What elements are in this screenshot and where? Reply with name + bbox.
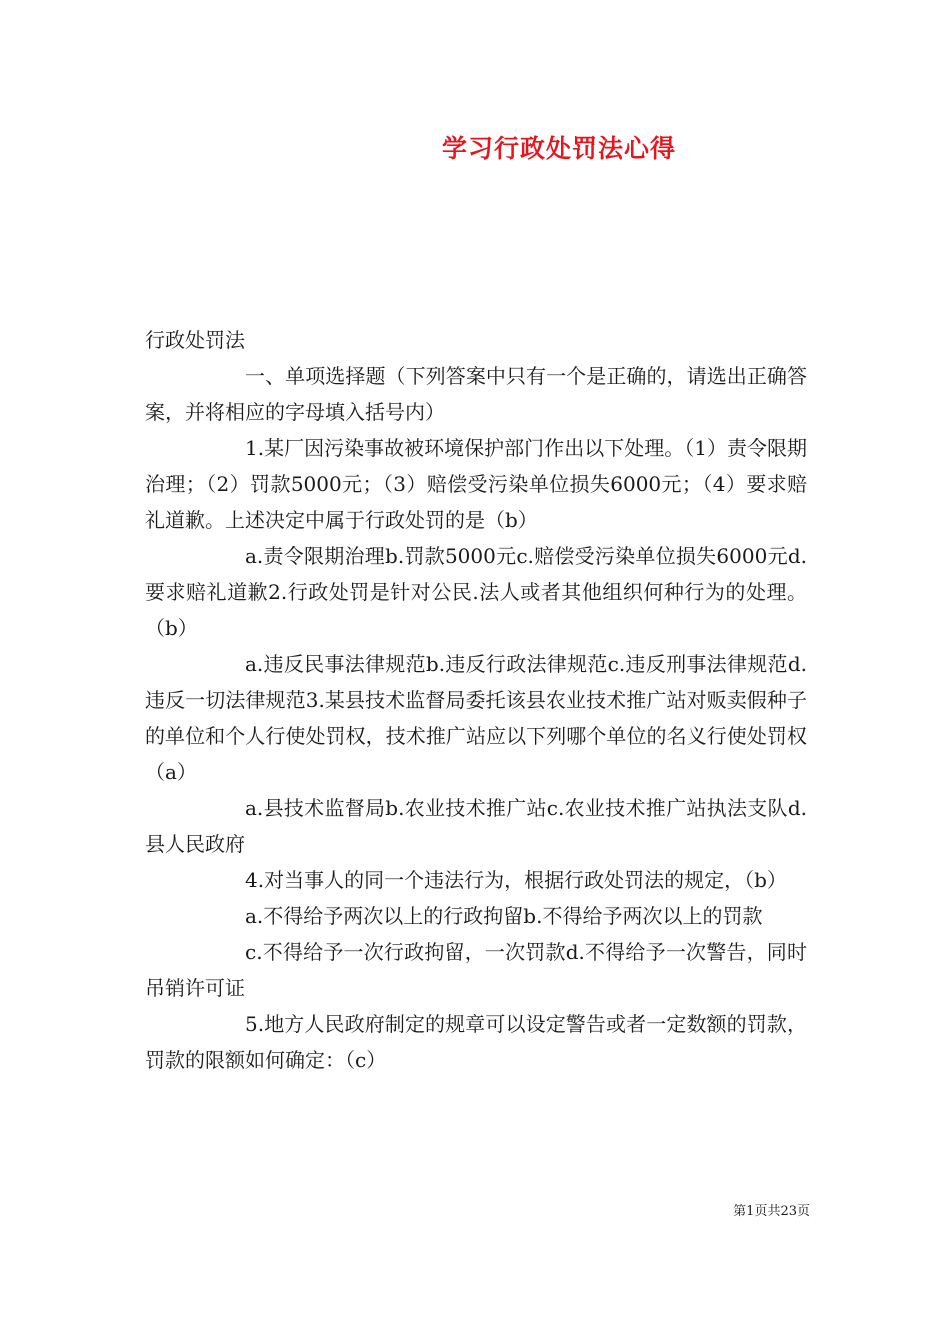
paragraph-options-4a: a.不得给予两次以上的行政拘留b.不得给予两次以上的罚款: [245, 904, 763, 928]
paragraph-question-5: 5.地方人民政府制定的规章可以设定警告或者一定数额的罚款，罚款的限额如何确定：（c）: [145, 1012, 807, 1072]
paragraph-options-2: a.违反民事法律规范b.违反行政法律规范c.违反刑事法律规范d.违反一切法律规范3.某县技术监督局委托该县农业技术推广站对贩卖假种子的单位和个人行使处罚权，技术推广站应以下列哪个单位的名义行使处罚权（a）: [145, 652, 807, 784]
paragraph-options-1: a.责令限期治理b.罚款5000元c.赔偿受污染单位损失6000元d.要求赔礼道歉2.行政处罚是针对公民.法人或者其他组织何种行为的处理。（b）: [145, 544, 807, 640]
section-label: 行政处罚法: [145, 328, 245, 352]
paragraph-question-1: 1.某厂因污染事故被环境保护部门作出以下处理。（1）责令限期治理；（2）罚款5000元；（3）赔偿受污染单位损失6000元；（4）要求赔礼道歉。上述决定中属于行政处罚的是（b）: [145, 436, 807, 532]
page-number: 第1页共23页: [733, 1204, 810, 1219]
document-body: [145, 322, 807, 1078]
document-title: 学习行政处罚法心得: [441, 134, 676, 163]
paragraph-instructions: 一、单项选择题（下列答案中只有一个是正确的，请选出正确答案，并将相应的字母填入括号内）: [145, 364, 807, 424]
paragraph-options-4b: c.不得给予一次行政拘留，一次罚款d.不得给予一次警告，同时吊销许可证: [145, 940, 807, 1000]
paragraph-options-3: a.县技术监督局b.农业技术推广站c.农业技术推广站执法支队d.县人民政府: [145, 796, 807, 856]
paragraph-question-4: 4.对当事人的同一个违法行为，根据行政处罚法的规定，（b）: [245, 868, 787, 892]
